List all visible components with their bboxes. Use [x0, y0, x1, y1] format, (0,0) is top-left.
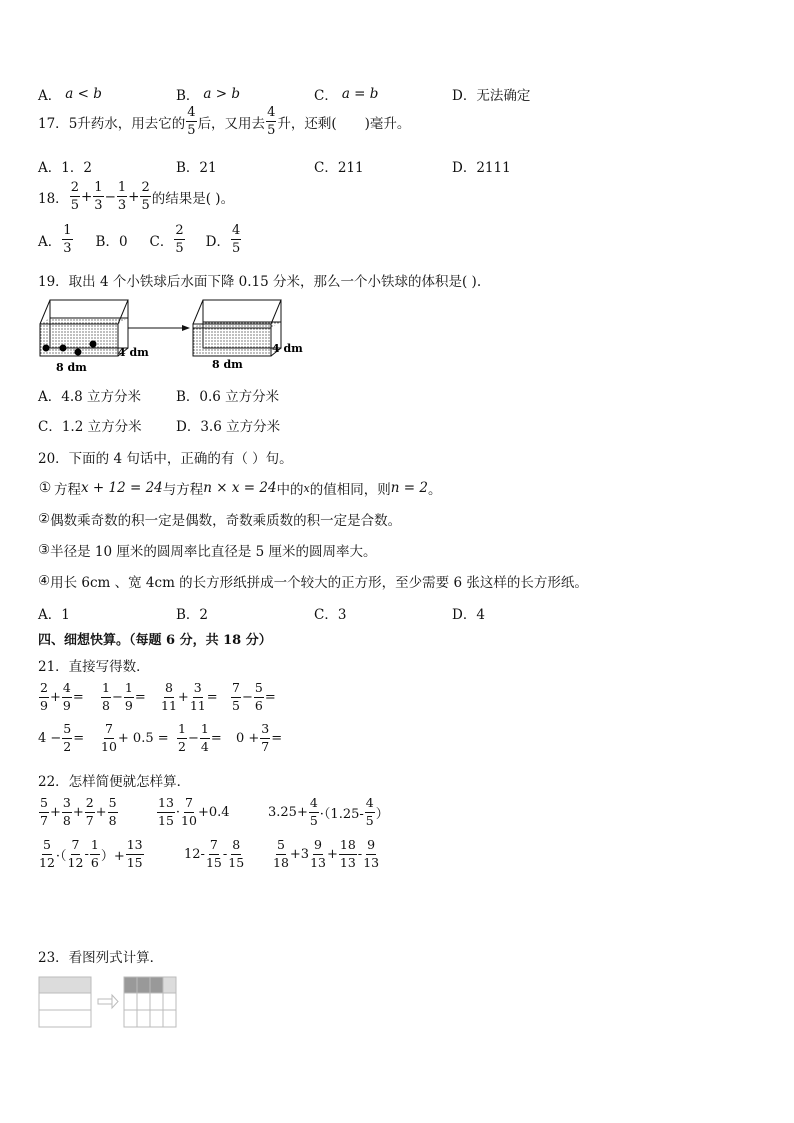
q16-option-a: A． a < b: [38, 86, 102, 104]
q17-stem: 17． 5升药水，用去它的 $\frac{4}{5}$ 后，又用去 $\frac{4}{5}$ 升，还剩( )毫升。: [38, 105, 411, 138]
iron-ball: [60, 345, 67, 352]
q22-stem: 22．怎样简便就怎样算．: [38, 774, 191, 790]
calc-item: $\frac{7}{10}$ + 0.5 =: [101, 721, 169, 754]
tank-diagram: [34, 298, 324, 374]
height-label: 4 dm: [118, 346, 149, 359]
calc-item: $\frac{8}{11}$ + $\frac{3}{11}$ =: [161, 680, 218, 713]
tank-after: [193, 300, 281, 356]
q20-option-c: C．3: [314, 607, 347, 623]
q19-option-b: B．0.6 立方分米: [176, 389, 280, 405]
q20-option-b: B．2: [176, 607, 209, 623]
q17-option-b: B．21: [176, 160, 217, 176]
calc-item: $\frac{7}{5}$ − $\frac{5}{6}$ =: [232, 680, 276, 713]
calc-item: $\frac{5}{12}$ ·（ $\frac{7}{12}$ - $\frac{1}{6}$ ）+ $\frac{13}{15}$: [39, 837, 143, 870]
arrow-icon: [98, 995, 118, 1008]
q23-stem: 23．看图列式计算．: [38, 950, 164, 966]
q17-option-d: D．2111: [452, 160, 511, 176]
q19-option-a: A．4.8 立方分米: [38, 389, 142, 405]
calc-item: $\frac{5}{18}$ +3 $\frac{9}{13}$ + $\frac{18}{13}$ - $\frac{9}{13}$: [273, 837, 380, 870]
calc-item: 3.25+ $\frac{4}{5}$ ·（1.25- $\frac{4}{5}$ ）: [268, 795, 389, 828]
iron-ball: [75, 349, 82, 356]
q20-statement-2: ② 偶数乘奇数的积一定是偶数，奇数乘质数的积一定是合数。: [38, 511, 402, 529]
grid-after: [124, 977, 176, 1027]
q19-option-c: C．1.2 立方分米: [38, 419, 142, 435]
q16-option-b: B． a > b: [176, 86, 241, 104]
q21-stem: 21．直接写得数．: [38, 659, 150, 675]
calc-item: $\frac{1}{2}$ − $\frac{1}{4}$ =: [178, 721, 222, 754]
calc-item: $\frac{2}{9}$ + $\frac{4}{9}$ =: [40, 680, 84, 713]
q17-option-a: A．1．2: [38, 160, 92, 176]
q19-option-d: D．3.6 立方分米: [176, 419, 281, 435]
q20-stem: 20．下面的 4 句话中，正确的有（ ）句。: [38, 451, 293, 467]
q17-option-c: C．211: [314, 160, 364, 176]
q16-option-d: D． 无法确定: [452, 88, 531, 104]
fraction: $\frac{4}{5}$: [267, 105, 276, 138]
q18-options: A． $\frac{1}{3}$ B．0 C． $\frac{2}{5}$ D． $\frac{4}{5}$: [38, 223, 241, 256]
calc-item: 4 − $\frac{5}{2}$ =: [38, 721, 85, 754]
q20-statement-4: ④ 用长 6cm 、宽 4cm 的长方形纸拼成一个较大的正方形，至少需要 6 张这样的长方形纸。: [38, 573, 588, 591]
fraction-grid-diagram: [38, 976, 178, 1030]
q20-option-d: D．4: [452, 607, 485, 623]
q16-option-c: C． a = b: [314, 86, 379, 104]
iron-ball: [90, 341, 97, 348]
calc-item: $\frac{1}{8}$ − $\frac{1}{9}$ =: [102, 680, 146, 713]
q20-statement-1: ① 方程 x + 12 = 24 与方程 n × x = 24 中的 x 的值相同，则 n = 2 。: [38, 480, 442, 498]
iron-ball: [43, 345, 50, 352]
q19-stem: 19．取出 4 个小铁球后水面下降 0.15 分米，那么一个小铁球的体积是( ).: [38, 274, 482, 290]
q20-option-a: A．1: [38, 607, 70, 623]
calc-item: $\frac{5}{7}$ + $\frac{3}{8}$ + $\frac{2}{7}$ + $\frac{5}{8}$: [40, 795, 117, 828]
height-label: 4 dm: [272, 342, 303, 355]
calc-item: $\frac{13}{15}$ · $\frac{7}{10}$ +0.4: [158, 795, 230, 828]
q20-statement-3: ③ 半径是 10 厘米的圆周率比直径是 5 厘米的圆周率大。: [38, 542, 377, 560]
calc-item: 0 + $\frac{3}{7}$ =: [236, 721, 283, 754]
q18-stem: 18． $\frac{2}{5}$ + $\frac{1}{3}$ − $\frac{1}{3}$ + $\frac{2}{5}$ 的结果是( )。: [38, 180, 235, 213]
width-label: 8 dm: [56, 361, 87, 374]
tank-before: [40, 300, 128, 356]
width-label: 8 dm: [212, 358, 243, 371]
fraction: $\frac{4}{5}$: [187, 105, 196, 138]
grid-before: [39, 977, 91, 1027]
calc-item: 12- $\frac{7}{15}$ - $\frac{8}{15}$: [184, 837, 245, 870]
section-heading: 四、细想快算。（每题 6 分，共 18 分）: [38, 633, 272, 648]
